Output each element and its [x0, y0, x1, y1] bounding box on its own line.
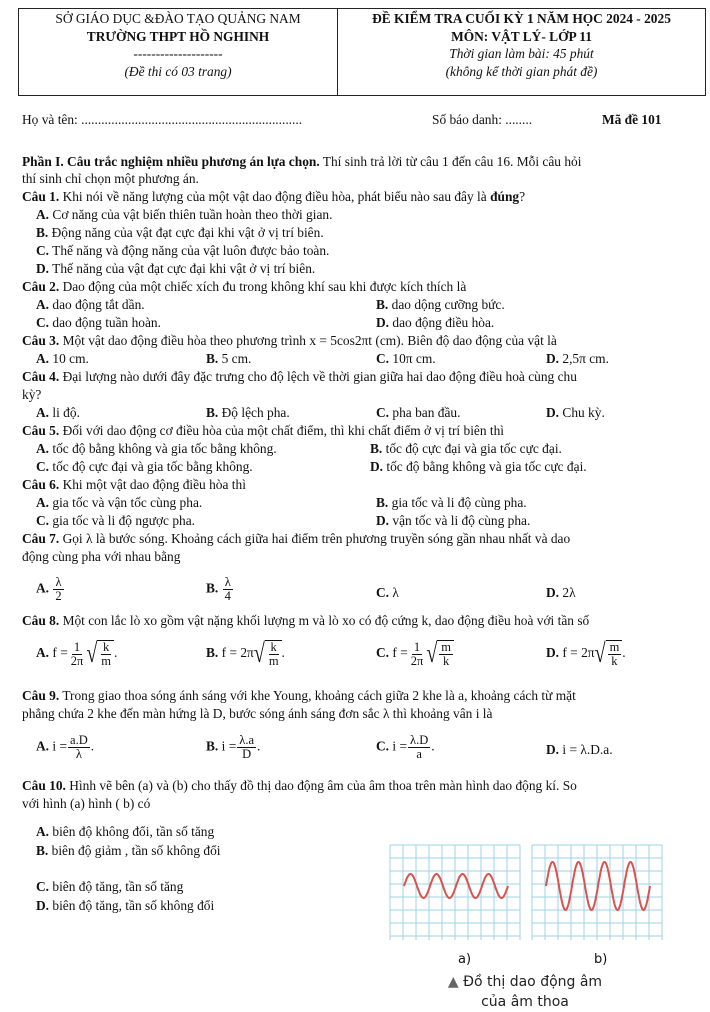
department-name: SỞ GIÁO DỤC &ĐÀO TẠO QUẢNG NAM	[55, 11, 301, 26]
option-label: C.	[376, 738, 390, 754]
question-number: Câu 9.	[22, 688, 60, 703]
option-text: dao động điều hòa.	[392, 315, 495, 330]
option-text: 2λ	[562, 585, 576, 600]
q3-option-c[interactable]	[376, 351, 436, 367]
fraction	[69, 641, 86, 668]
exam-subject: MÔN: VẬT LÝ- LỚP 11	[451, 28, 592, 44]
question-number: Câu 6.	[22, 477, 60, 492]
option-text: vận tốc và li độ cùng pha.	[392, 513, 531, 528]
exam-title: ĐỀ KIỂM TRA CUỐI KỲ 1 NĂM HỌC 2024 - 2025	[372, 11, 671, 26]
option-label: D.	[546, 405, 560, 420]
school-name: TRƯỜNG THPT HỒ NGHINH	[86, 28, 270, 44]
option-text: gia tốc và li độ cùng pha.	[391, 495, 527, 510]
figure-caption-line-2: của âm thoa	[481, 994, 569, 1010]
formula-lhs: f =	[392, 645, 408, 661]
page-count: (Đề thi có 03 trang)	[124, 63, 232, 79]
fraction	[267, 641, 281, 668]
fraction	[68, 734, 90, 761]
question-2	[22, 279, 466, 295]
period: .	[281, 645, 285, 661]
exam-header	[18, 8, 706, 96]
formula-lhs: f =	[221, 645, 237, 661]
question-6	[22, 477, 246, 493]
option-label: A.	[36, 441, 50, 456]
q5-option-d[interactable]	[370, 459, 587, 475]
option-label: C.	[376, 351, 390, 366]
wave-b	[546, 862, 650, 910]
question-7-cont: động cùng pha với nhau bằng	[22, 549, 181, 564]
q2-option-c[interactable]	[36, 315, 161, 331]
option-label: B.	[206, 580, 219, 596]
option-text: λ	[392, 585, 399, 600]
denominator: D	[242, 747, 252, 761]
period: .	[114, 645, 118, 661]
q7-option-a[interactable]	[36, 576, 65, 603]
option-label: A.	[36, 351, 50, 366]
header-left	[19, 9, 338, 95]
q6-option-d[interactable]	[376, 513, 530, 529]
square-root: √ $\frac{m}{k}$	[595, 640, 623, 668]
q7-option-b[interactable]	[206, 576, 234, 603]
q4-option-c[interactable]	[376, 405, 460, 421]
option-text: biên độ tăng, tần số tăng	[52, 879, 184, 894]
numerator: λ	[55, 575, 62, 589]
part1-title: Phần I. Câu trắc nghiệm nhiều phương án lựa chọn.	[22, 154, 320, 169]
fraction	[223, 576, 233, 603]
q10-option-c[interactable]	[36, 879, 183, 895]
formula-lhs: f =	[52, 645, 68, 661]
student-id-field: Số báo danh: ........	[432, 112, 533, 127]
question-8	[22, 613, 589, 629]
question-text: Gọi λ là bước sóng. Khoảng cách giữa hai điểm trên phương truyền sóng gần nhau nhất và dao	[59, 531, 571, 546]
question-number: Câu 5.	[22, 423, 60, 438]
option-label: D.	[546, 645, 560, 661]
option-label: B.	[36, 225, 49, 240]
q10-option-a[interactable]	[36, 824, 214, 840]
question-4	[22, 369, 577, 385]
option-label: C.	[376, 585, 390, 600]
option-text: 2,5π cm.	[562, 351, 609, 366]
part1-intro	[22, 154, 581, 170]
question-number: Câu 10.	[22, 778, 66, 793]
question-text: Dao động của một chiếc xích đu trong không khí sau khi được kích thích là	[59, 279, 467, 294]
q9-option-c[interactable]	[376, 734, 435, 761]
numerator: 1	[73, 639, 81, 654]
exam-code: Mã đề 101	[602, 112, 662, 127]
q3-option-a[interactable]	[36, 351, 89, 367]
q2-option-a[interactable]	[36, 297, 145, 313]
denominator: m	[268, 654, 279, 668]
q3-option-b[interactable]	[206, 351, 251, 367]
option-text: gia tốc và li độ ngược pha.	[52, 513, 196, 528]
option-label: D.	[376, 513, 390, 528]
option-label: D.	[370, 459, 384, 474]
question-text: Đại lượng nào dưới đây đặc trưng cho độ lệch về thời gian giữa hai dao động điều hoà cùng chu	[59, 369, 577, 384]
denominator: k	[611, 654, 618, 668]
q1-option-a[interactable]	[36, 207, 332, 223]
question-10	[22, 778, 577, 794]
question-number: Câu 3.	[22, 333, 60, 348]
q5-option-a[interactable]	[36, 441, 277, 457]
question-4-cont: kỳ?	[22, 387, 42, 402]
q2-option-d[interactable]	[376, 315, 494, 331]
triangle-icon: ▲	[447, 974, 459, 990]
option-label: D.	[546, 351, 560, 366]
q10-option-d[interactable]	[36, 898, 214, 914]
option-label: B.	[36, 843, 49, 858]
question-number: Câu 1.	[22, 189, 60, 204]
figure-caption-line-1	[380, 974, 670, 990]
option-label: A.	[36, 824, 50, 839]
denominator: 4	[224, 589, 231, 603]
formula-lhs: i =	[221, 738, 237, 754]
numerator: λ.D	[410, 733, 429, 747]
option-text: li độ.	[52, 405, 80, 420]
question-number: Câu 2.	[22, 279, 60, 294]
numerator: m	[441, 640, 452, 654]
q9-option-a[interactable]	[36, 734, 94, 761]
square-root: √ $\frac{k}{m}$	[86, 640, 114, 668]
option-label: A.	[36, 495, 50, 510]
formula-lhs: f =	[562, 645, 578, 661]
period: .	[609, 742, 613, 757]
option-label: B.	[206, 738, 219, 754]
option-label: B.	[206, 405, 219, 420]
q8-option-b[interactable]	[206, 640, 285, 668]
period: .	[431, 738, 435, 754]
student-name-field: Họ và tên: ..................................................................	[22, 112, 303, 127]
period: .	[90, 738, 95, 754]
option-text: tốc độ cực đại và gia tốc cực đại.	[385, 441, 562, 456]
question-9	[22, 688, 576, 704]
formula-lhs: i =	[52, 738, 68, 754]
option-label: C.	[36, 879, 50, 894]
option-text: Chu kỳ.	[562, 405, 605, 420]
header-right	[338, 9, 705, 95]
period: .	[622, 645, 626, 661]
q5-option-c[interactable]	[36, 459, 253, 475]
question-text: Đối với dao động cơ điều hòa của một chất điểm, thì khi chất điểm ở vị trí biên thì	[59, 423, 505, 438]
formula-lhs: i =	[562, 742, 578, 757]
figure-label-b: b)	[594, 952, 608, 967]
question-5	[22, 423, 504, 439]
fraction	[608, 641, 622, 668]
option-text: Cơ năng của vật biến thiên tuần hoàn theo thời gian.	[52, 207, 333, 222]
option-text: pha ban đầu.	[392, 405, 461, 420]
oscilloscope-figure	[380, 840, 670, 1010]
option-label: C.	[376, 405, 390, 420]
option-text: biên độ không đổi, tần số tăng	[52, 824, 215, 839]
option-text: tốc độ cực đại và gia tốc bằng không.	[52, 459, 253, 474]
question-text: Trong giao thoa sóng ánh sáng với khe Young, khoảng cách giữa 2 khe là a, khoảng cách từ mặt	[59, 688, 576, 703]
option-text: 10 cm.	[52, 351, 89, 366]
numerator: 1	[413, 639, 421, 654]
denominator: a	[416, 747, 422, 761]
numerator: a.D	[70, 733, 88, 747]
question-text: Khi một vật dao động điều hòa thì	[59, 477, 246, 492]
option-text: Động năng của vật đạt cực đại khi vật ở vị trí biên.	[51, 225, 324, 240]
denominator: 2π	[410, 653, 424, 668]
denominator: k	[443, 654, 450, 668]
q1-option-b[interactable]	[36, 225, 324, 241]
coefficient: 2π	[240, 645, 254, 661]
option-label: B.	[206, 351, 219, 366]
option-text: Độ lệch pha.	[221, 405, 290, 420]
q3-option-d[interactable]	[546, 351, 609, 367]
coefficient: 2π	[581, 645, 595, 661]
option-label: A.	[36, 207, 50, 222]
q2-option-b[interactable]	[376, 297, 505, 313]
square-root: √ $\frac{m}{k}$	[426, 640, 454, 668]
figure-label-a: a)	[458, 952, 472, 967]
numerator: λ.a	[239, 733, 254, 747]
option-text: biên độ tăng, tần số không đổi	[52, 898, 215, 913]
option-text: dao dộng cưỡng bức.	[391, 297, 505, 312]
denominator: 2π	[70, 653, 84, 668]
caption-text: Đồ thị dao động âm	[463, 974, 603, 990]
q6-option-a[interactable]	[36, 495, 202, 511]
q4-option-d[interactable]	[546, 405, 605, 421]
numerator: k	[103, 640, 110, 654]
option-text: tốc độ bằng không và gia tốc bằng không.	[52, 441, 277, 456]
q1-option-d[interactable]	[36, 261, 315, 277]
question-text: Một con lắc lò xo gồm vật nặng khối lượng m và lò xo có độ cứng k, dao động điều hoà với tần số	[59, 613, 590, 628]
period: .	[257, 738, 261, 754]
option-label: B.	[370, 441, 383, 456]
option-label: D.	[36, 898, 50, 913]
option-label: D.	[376, 315, 390, 330]
question-3	[22, 333, 557, 349]
option-label: C.	[36, 513, 50, 528]
q8-option-d[interactable]	[546, 640, 626, 668]
fraction	[53, 576, 63, 603]
fraction	[99, 641, 113, 668]
denominator: 2	[55, 589, 62, 603]
option-label: C.	[36, 243, 50, 258]
numerator: m	[609, 640, 620, 654]
part1-intro-2: thí sinh chỉ chọn một phương án.	[22, 171, 199, 186]
q7-option-d[interactable]	[546, 585, 576, 601]
question-7	[22, 531, 570, 547]
fraction	[408, 734, 430, 761]
question-9-cont: phẳng chứa 2 khe đến màn hứng là D, bước sóng ánh sáng đơn sắc λ thì khoảng vân i là	[22, 706, 493, 721]
question-number: Câu 7.	[22, 531, 60, 546]
q10-option-b[interactable]	[36, 843, 221, 859]
option-label: A.	[36, 405, 50, 420]
question-10-cont: với hình (a) hình ( b) có	[22, 796, 151, 811]
question-number: Câu 8.	[22, 613, 60, 628]
q7-option-c[interactable]	[376, 585, 399, 601]
option-text: dao động tuần hoàn.	[52, 315, 161, 330]
option-text: Thế năng của vật đạt cực đại khi vật ở vị trí biên.	[52, 261, 316, 276]
option-text: gia tốc và vận tốc cùng pha.	[52, 495, 203, 510]
option-label: B.	[376, 495, 389, 510]
fraction	[439, 641, 453, 668]
question-number: Câu 4.	[22, 369, 60, 384]
option-label: D.	[546, 585, 560, 600]
option-text: tốc độ bằng không và gia tốc cực đại.	[386, 459, 587, 474]
header-divider: --------------------	[133, 46, 223, 61]
question-text: Hình vẽ bên (a) và (b) cho thấy đồ thị dao động âm của âm thoa trên màn hình dao động kí. So	[65, 778, 577, 793]
option-label: B.	[376, 297, 389, 312]
option-label: A.	[36, 645, 50, 661]
q8-option-a[interactable]	[36, 640, 117, 668]
denominator: λ	[75, 747, 82, 761]
q8-option-c[interactable]	[376, 640, 454, 668]
oscilloscope-screens	[380, 840, 670, 945]
square-root: √ $\frac{k}{m}$	[254, 640, 282, 668]
fraction	[237, 734, 256, 761]
exam-time-note: (không kể thời gian phát đề)	[445, 63, 598, 79]
option-label: C.	[36, 459, 50, 474]
q4-option-b[interactable]	[206, 405, 290, 421]
wave-a	[404, 874, 508, 898]
option-label: C.	[36, 315, 50, 330]
option-label: A.	[36, 738, 50, 754]
grid-a	[390, 845, 520, 940]
option-text: λ.D.a	[580, 742, 610, 757]
q5-option-b[interactable]	[370, 441, 562, 457]
option-label: C.	[376, 645, 390, 661]
question-emphasis: đúng	[490, 189, 520, 204]
option-text: dao động tắt dần.	[52, 297, 145, 312]
option-label: D.	[546, 742, 560, 757]
q6-option-b[interactable]	[376, 495, 527, 511]
q4-option-a[interactable]	[36, 405, 80, 421]
option-text: biên độ giảm , tần số không đổi	[51, 843, 221, 858]
numerator: k	[270, 640, 277, 654]
option-label: A.	[36, 297, 50, 312]
option-label: A.	[36, 580, 50, 596]
fraction	[409, 641, 426, 668]
question-1	[22, 189, 525, 205]
denominator: m	[101, 654, 112, 668]
option-text: Thế năng và động năng của vật luôn được bảo toàn.	[52, 243, 330, 258]
option-label: D.	[36, 261, 50, 276]
question-mark: ?	[519, 189, 526, 204]
q9-option-b[interactable]	[206, 734, 260, 761]
option-text: 10π cm.	[392, 351, 436, 366]
q6-option-c[interactable]	[36, 513, 195, 529]
part1-intro-text: Thí sinh trả lời từ câu 1 đến câu 16. Mỗi câu hỏi	[319, 154, 582, 169]
q9-option-d[interactable]	[546, 742, 613, 758]
option-label: B.	[206, 645, 219, 661]
question-text: Một vật dao động điều hòa theo phương trình x = 5cos2πt (cm). Biên độ dao động của vật là	[59, 333, 557, 348]
q1-option-c[interactable]	[36, 243, 329, 259]
numerator: λ	[224, 575, 231, 589]
question-text: Khi nói về năng lượng của một vật dao động điều hòa, phát biểu nào sau đây là	[59, 189, 491, 204]
exam-time: Thời gian làm bài: 45 phút	[449, 46, 594, 61]
option-text: 5 cm.	[221, 351, 252, 366]
formula-lhs: i =	[392, 738, 408, 754]
